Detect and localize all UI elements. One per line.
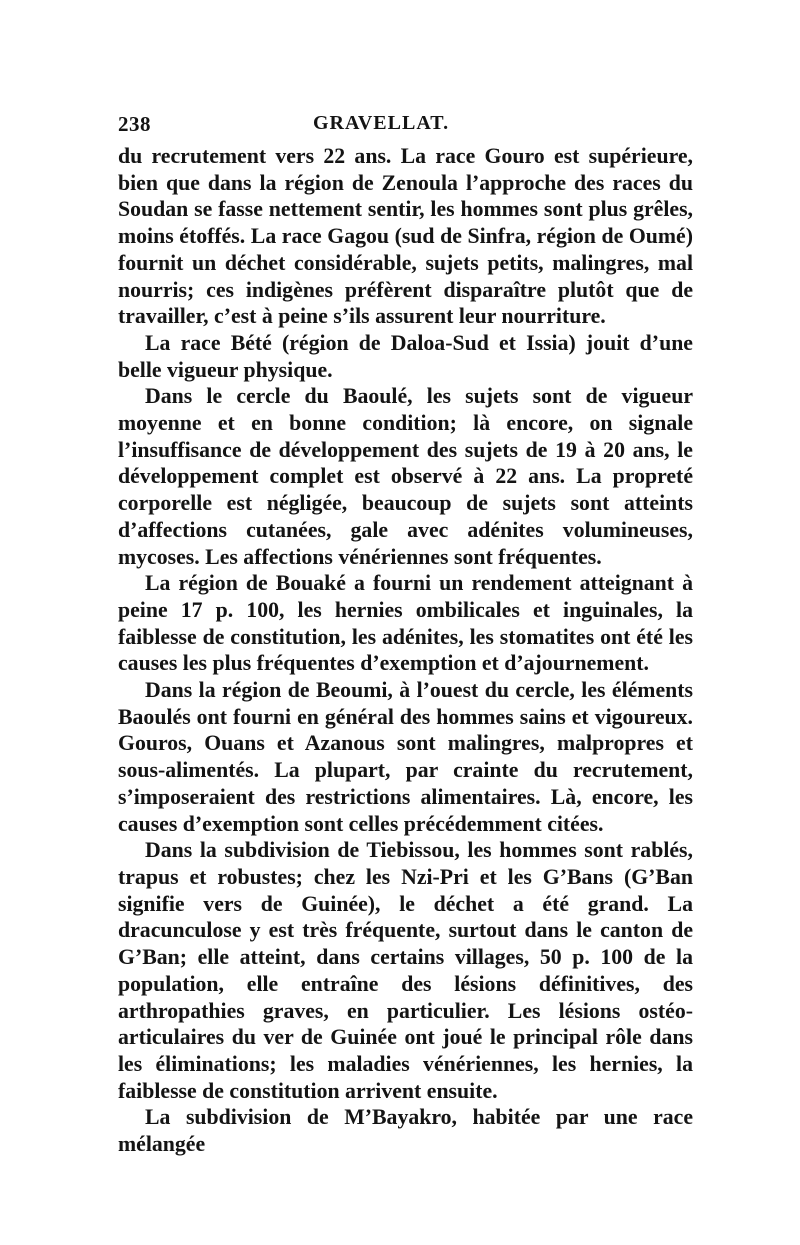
paragraph-bete: La race Bété (région de Daloa-Sud et Issia) jouit d’une belle vigueur physique.	[118, 330, 693, 382]
paragraph-beoumi: Dans la région de Beoumi, à l’ouest du cercle, les éléments Baoulés ont fourni en général des hommes sains et vigoureux. Gouros, Ouans et Azanous sont malingres, malpropres et sous-alimentés. La plupart, par crainte du recrutement, s’imposeraient des restrictions alimentaires. Là, encore, les causes d’exemption sont celles précédemment citées.	[118, 678, 693, 836]
running-head: GRAVELLAT.	[313, 112, 450, 134]
paragraph-bouake: La région de Bouaké a fourni un rendement atteignant à peine 17 p. 100, les hernies ombilicales et inguinales, la faiblesse de constitution, les adénites, les stomatites ont été les causes les plus fréquentes d’exemption et d’ajournement.	[118, 571, 693, 676]
body-text	[118, 143, 693, 1158]
paragraph-continued: du recrutement vers 22 ans. La race Gouro est supérieure, bien que dans la région de Zenoula l’approche des races du Soudan se fasse nettement sentir, les hommes sont plus grêles, moins étoffés. La race Gagou (sud de Sinfra, région de Oumé) fournit un déchet considérable, sujets petits, malingres, mal nourris; ces indigènes préfèrent disparaître plutôt que de travailler, c’est à peine s’ils assurent leur nourriture.	[118, 144, 693, 329]
paragraph-tiebissou: Dans la subdivision de Tiebissou, les hommes sont rablés, trapus et robustes; chez les Nzi-Pri et les G’Bans (G’Ban signifie vers de Guinée), le déchet a été grand. La dracunculose y est très fréquente, surtout dans le canton de G’Ban; elle atteint, dans certains villages, 50 p. 100 de la population, elle entraîne des lésions définitives, des arthropathies graves, en particulier. Les lésions ostéo-articulaires du ver de Guinée ont joué le principal rôle dans les éliminations; les maladies vénériennes, les hernies, la faiblesse de constitution arrivent ensuite.	[118, 838, 693, 1103]
paragraph-mbayakro: La subdivision de M’Bayakro, habitée par une race mélangée	[118, 1105, 693, 1157]
page-header	[118, 108, 693, 138]
page-number: 238	[118, 112, 151, 136]
paragraph-baoule: Dans le cercle du Baoulé, les sujets sont de vigueur moyenne et en bonne condition; là encore, on signale l’insuffisance de développement des sujets de 19 à 20 ans, le développement complet est observé à 22 ans. La propreté corporelle est négligée, beaucoup de sujets sont atteints d’affections cutanées, gale avec adénites volumineuses, mycoses. Les affections vénériennes sont fréquentes.	[118, 384, 693, 569]
